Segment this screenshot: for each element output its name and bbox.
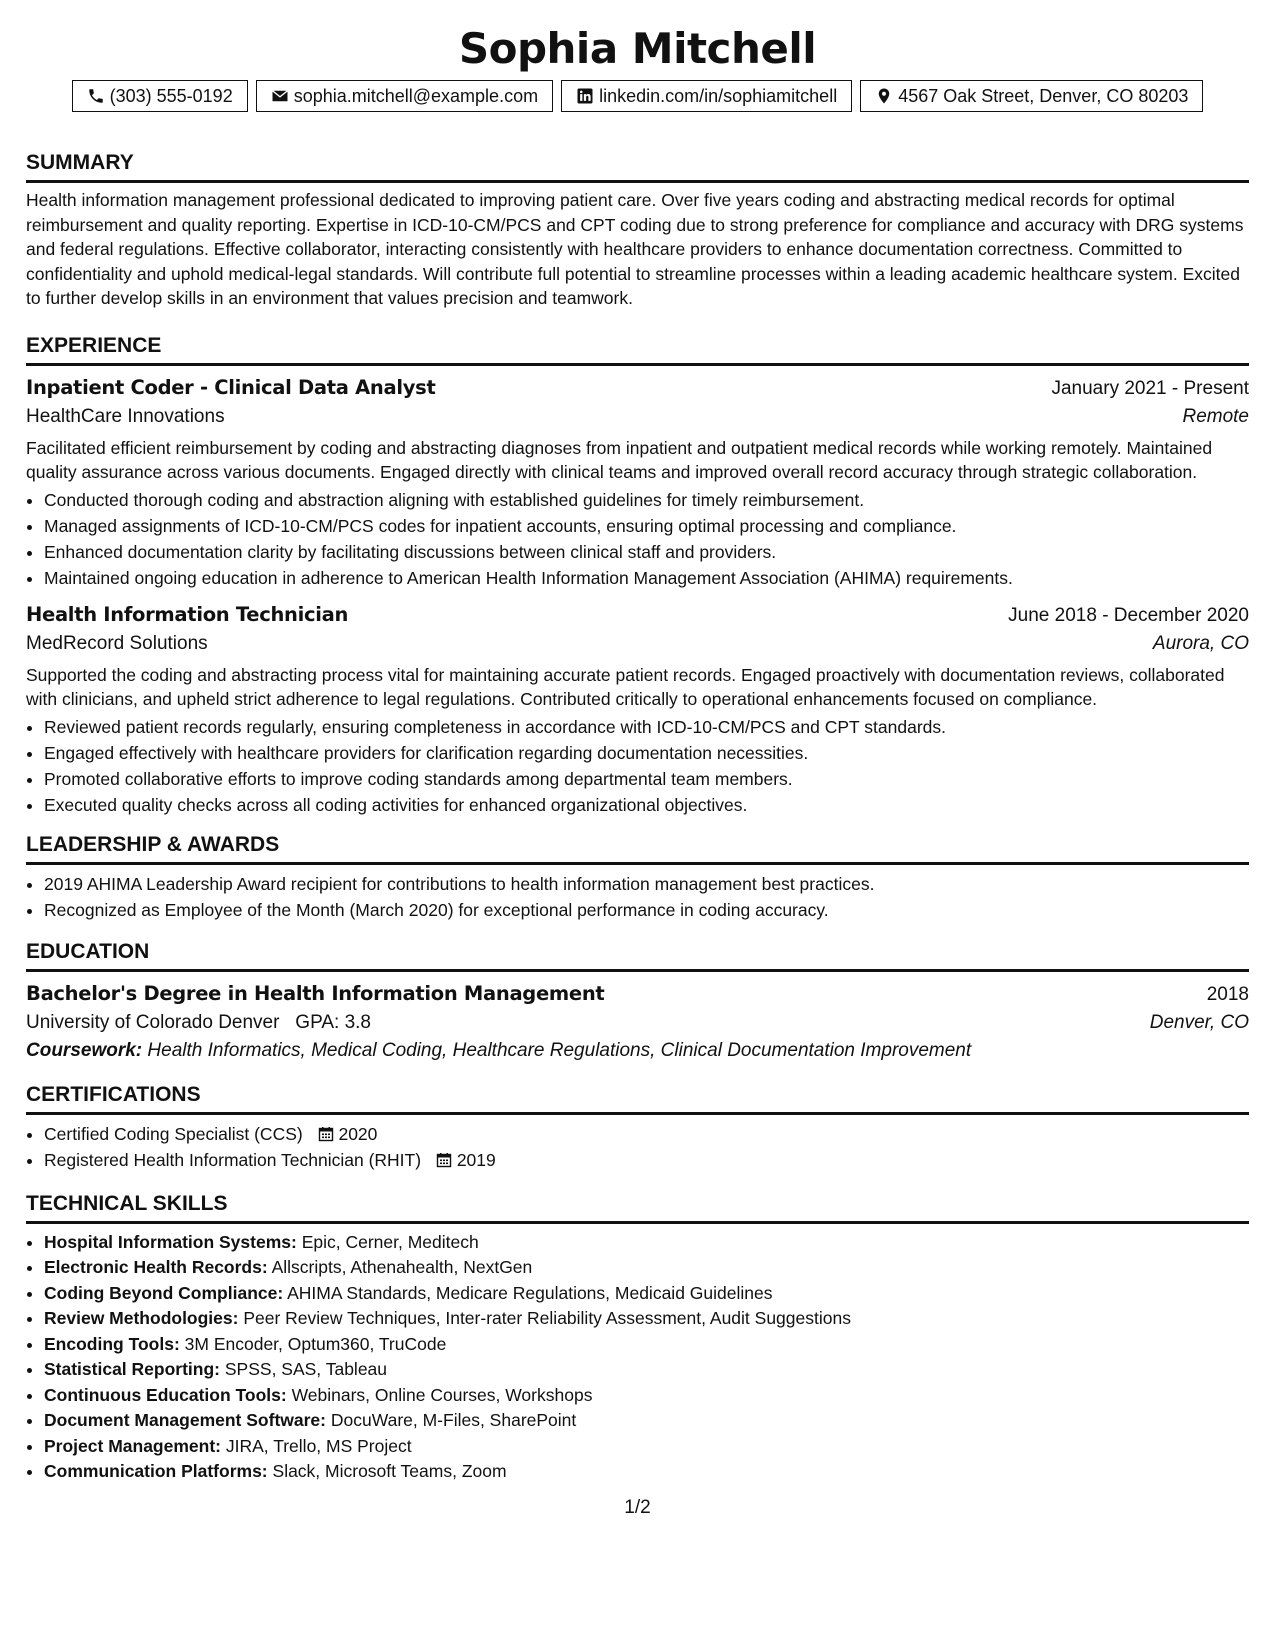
certification-name: Certified Coding Specialist (CCS) xyxy=(44,1123,303,1144)
phone-icon xyxy=(87,87,105,105)
skills-list xyxy=(26,1230,1249,1485)
coursework-label: Coursework: xyxy=(26,1039,143,1061)
envelope-icon xyxy=(271,87,289,105)
job-title: Health Information Technician xyxy=(26,602,349,626)
job-company: MedRecord Solutions xyxy=(26,632,208,654)
list-item: • Reviewed patient records regularly, ensuring completeness in accordance with ICD-10-CM/PCS and CPT standards. xyxy=(44,714,1249,740)
job-location: Remote xyxy=(1182,405,1249,427)
list-item: • Executed quality checks across all coding activities for enhanced organizational objectives. xyxy=(44,792,1249,818)
location-pin-icon xyxy=(875,87,893,105)
linkedin-icon xyxy=(576,87,594,105)
list-item xyxy=(44,1255,1249,1281)
list-item: • Managed assignments of ICD-10-CM/PCS codes for inpatient accounts, ensuring optimal processing and compliance. xyxy=(44,513,1249,539)
list-item: • Conducted thorough coding and abstraction aligning with established guidelines for timely reimbursement. xyxy=(44,487,1249,513)
skill-label: Hospital Information Systems: xyxy=(44,1231,297,1252)
contact-email[interactable] xyxy=(256,80,553,112)
skill-label: Document Management Software: xyxy=(44,1410,326,1430)
contact-address[interactable] xyxy=(860,80,1203,112)
job-company: HealthCare Innovations xyxy=(26,405,225,427)
job-location: Aurora, CO xyxy=(1152,632,1249,654)
job-title: Inpatient Coder - Clinical Data Analyst xyxy=(26,375,436,399)
skill-label: Review Methodologies: xyxy=(44,1308,239,1328)
skill-value: SPSS, SAS, Tableau xyxy=(224,1359,388,1379)
calendar-icon xyxy=(436,1152,452,1168)
certification-year: 2019 xyxy=(456,1149,496,1170)
list-item: • Recognized as Employee of the Month (March 2020) for exceptional performance in coding accuracy. xyxy=(44,897,1249,923)
candidate-name: Sophia Mitchell xyxy=(458,24,817,73)
school-name: University of Colorado Denver xyxy=(26,1011,280,1033)
certification-name: Registered Health Information Technician (RHIT) xyxy=(44,1149,422,1170)
leadership-heading: LEADERSHIP & AWARDS xyxy=(26,832,1249,865)
list-item xyxy=(44,1147,1249,1173)
coursework-list: Health Informatics, Medical Coding, Healthcare Regulations, Clinical Documentation Improvement xyxy=(147,1039,972,1061)
page-number: 1/2 xyxy=(624,1497,651,1518)
school-location: Denver, CO xyxy=(1149,1011,1249,1033)
skill-label: Electronic Health Records: xyxy=(44,1257,268,1277)
list-item xyxy=(44,1383,1249,1409)
contact-bar xyxy=(26,80,1249,112)
gpa: GPA: 3.8 xyxy=(295,1011,371,1033)
job-bullets xyxy=(26,487,1249,591)
list-item: • Enhanced documentation clarity by facilitating discussions between clinical staff and providers. xyxy=(44,539,1249,565)
list-item xyxy=(44,1332,1249,1358)
list-item xyxy=(44,1306,1249,1332)
coursework xyxy=(26,1040,1249,1062)
education-heading: EDUCATION xyxy=(26,939,1249,972)
skills-heading: TECHNICAL SKILLS xyxy=(26,1191,1249,1224)
list-item: • 2019 AHIMA Leadership Award recipient for contributions to health information management best practices. xyxy=(44,871,1249,897)
skill-label: Encoding Tools: xyxy=(44,1333,180,1354)
contact-email-text: sophia.mitchell@example.com xyxy=(293,86,539,106)
job-date: January 2021 - Present xyxy=(1051,377,1249,399)
list-item: • Engaged effectively with healthcare providers for clarification regarding documentation necessities. xyxy=(44,740,1249,766)
skill-label: Statistical Reporting: xyxy=(44,1359,220,1379)
skill-value: DocuWare, M-Files, SharePoint xyxy=(330,1410,577,1430)
skill-value: 3M Encoder, Optum360, TruCode xyxy=(184,1333,447,1354)
job-description: Supported the coding and abstracting process vital for maintaining accurate patient records. Engaged proactively with documentation reviews, collaborated with clinicians, and upheld strict adherence to legal regulations. Contributed critically to operational enhancements focused on compliance. xyxy=(26,664,1225,709)
job-entry xyxy=(26,376,1249,591)
leadership-list xyxy=(26,871,1249,923)
certifications-heading: CERTIFICATIONS xyxy=(26,1082,1249,1115)
summary-heading: SUMMARY xyxy=(26,150,1249,183)
contact-linkedin-text: linkedin.com/in/sophiamitchell xyxy=(599,86,838,106)
experience-heading: EXPERIENCE xyxy=(26,333,1249,366)
contact-phone-text: (303) 555-0192 xyxy=(109,86,233,106)
calendar-icon xyxy=(318,1126,334,1142)
contact-linkedin[interactable] xyxy=(561,80,852,112)
list-item xyxy=(44,1408,1249,1434)
summary-text: Health information management professional dedicated to improving patient care. Over five years coding and abstracting medical records for optimal reimbursement and quality reporting. Expertise in ICD-10-CM/PCS and CPT coding due to strong preference for compliance and accuracy with DRG systems and federal regulations. Effective collaborator, interacting consistently with healthcare providers to enhance documentation correctness. Committed to confidentiality and uphold medical-legal standards. Will contribute full potential to streamline processes within a leading academic healthcare system. Excited to further develop skills in an environment that values precision and teamwork. xyxy=(26,190,1244,308)
skill-label: Continuous Education Tools: xyxy=(44,1384,287,1405)
list-item xyxy=(44,1281,1249,1307)
contact-address-text: 4567 Oak Street, Denver, CO 80203 xyxy=(898,86,1189,106)
skill-value: Peer Review Techniques, Inter-rater Reliability Assessment, Audit Suggestions xyxy=(243,1308,851,1328)
skill-value: Slack, Microsoft Teams, Zoom xyxy=(272,1461,507,1481)
certifications-list xyxy=(26,1121,1249,1173)
degree-title: Bachelor's Degree in Health Information Management xyxy=(26,981,605,1005)
list-item xyxy=(44,1434,1249,1460)
list-item xyxy=(44,1357,1249,1383)
contact-phone[interactable] xyxy=(72,80,248,112)
job-date: June 2018 - December 2020 xyxy=(1008,604,1249,626)
list-item xyxy=(44,1459,1249,1485)
job-bullets xyxy=(26,714,1249,818)
skill-label: Coding Beyond Compliance: xyxy=(44,1282,284,1303)
education-entry xyxy=(26,982,1249,1062)
job-entry xyxy=(26,603,1249,818)
list-item xyxy=(44,1121,1249,1147)
skill-value: Webinars, Online Courses, Workshops xyxy=(291,1384,593,1405)
list-item: • Maintained ongoing education in adherence to American Health Information Management Association (AHIMA) requirements. xyxy=(44,565,1249,591)
skill-value: AHIMA Standards, Medicare Regulations, Medicaid Guidelines xyxy=(287,1282,773,1303)
skill-value: Epic, Cerner, Meditech xyxy=(301,1231,479,1252)
list-item: • Promoted collaborative efforts to improve coding standards among departmental team members. xyxy=(44,766,1249,792)
skill-value: Allscripts, Athenahealth, NextGen xyxy=(271,1257,533,1277)
skill-label: Communication Platforms: xyxy=(44,1461,268,1481)
list-item xyxy=(44,1230,1249,1256)
job-description: Facilitated efficient reimbursement by coding and abstracting diagnoses from inpatient and outpatient medical records while working remotely. Maintained quality assurance across various documents. Engaged directly with clinical teams and improved overall record accuracy through strategic collaboration. xyxy=(26,437,1213,482)
skill-label: Project Management: xyxy=(44,1435,221,1456)
graduation-year: 2018 xyxy=(1206,983,1249,1005)
certification-year: 2020 xyxy=(338,1123,378,1144)
skill-value: JIRA, Trello, MS Project xyxy=(225,1435,412,1456)
